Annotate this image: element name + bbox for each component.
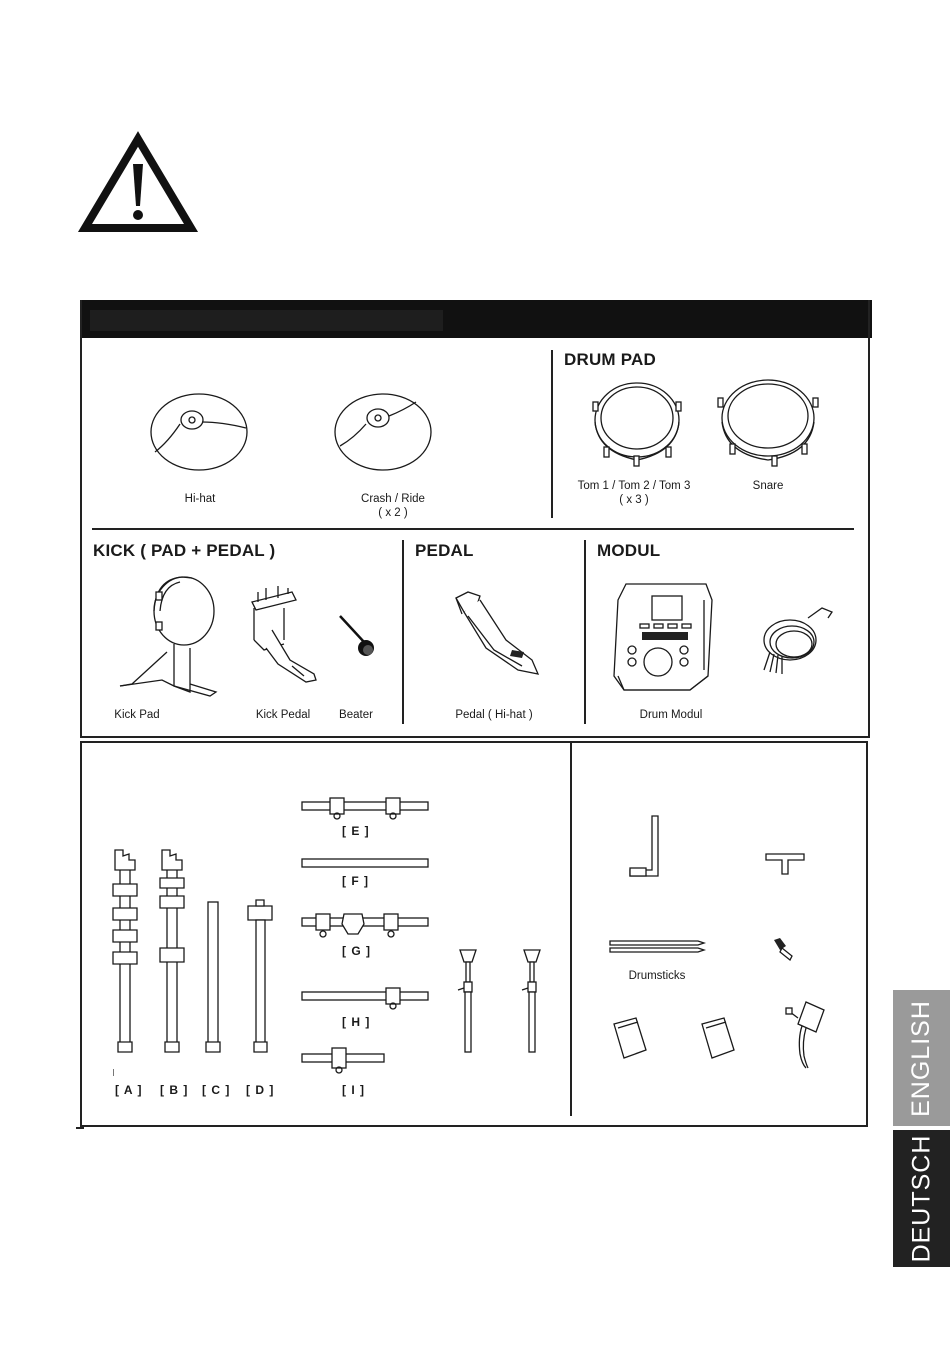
tom-label: Tom 1 / Tom 2 / Tom 3: [577, 480, 691, 492]
divider-drum-pad: [551, 350, 553, 518]
kick-pedal-icon: [244, 580, 324, 690]
tab-english-label: ENGLISH: [907, 999, 936, 1117]
tab-deutsch-label: DEUTSCH: [907, 1134, 935, 1263]
hihat-label: Hi-hat: [184, 493, 216, 505]
bar-e-icon: [300, 796, 432, 820]
bar-h-icon: [300, 986, 432, 1010]
tab-english[interactable]: [893, 990, 950, 1126]
hihat-cymbal-icon: [150, 392, 250, 472]
cymbal-arm-1-icon: [456, 946, 480, 1056]
pedal-label: Pedal ( Hi-hat ): [455, 709, 533, 721]
drum-key-icon: [770, 936, 800, 962]
drumsticks-icon: [608, 937, 708, 955]
beater-label: Beater: [339, 709, 373, 721]
snare-pad-icon: [716, 378, 822, 468]
bar-g-icon: [300, 910, 432, 940]
drum-modul-icon: [612, 580, 716, 696]
divider-horizontal: [92, 528, 854, 530]
divider-pedal: [584, 540, 586, 724]
t-wrench-icon: [764, 850, 808, 876]
part-g-label: [ G ]: [342, 944, 371, 958]
tube-a-icon: [109, 848, 141, 1054]
kick-pad-label: Kick Pad: [114, 709, 160, 721]
part-a-label: [ A ]: [115, 1083, 143, 1097]
allen-key-icon: [626, 814, 666, 878]
manual-1-icon: [610, 1016, 650, 1060]
tick-mark: [113, 1069, 114, 1076]
crash-ride-qty: ( x 2 ): [378, 507, 408, 519]
divider-kick: [402, 540, 404, 724]
tube-c-icon: [204, 900, 224, 1054]
manual-2-icon: [698, 1016, 738, 1060]
tube-b-icon: [156, 848, 188, 1054]
tube-d-icon: [246, 900, 276, 1054]
cymbal-arm-2-icon: [520, 946, 544, 1056]
drum-pad-title: DRUM PAD: [564, 350, 656, 369]
snare-label: Snare: [752, 480, 784, 492]
hihat-pedal-icon: [446, 588, 546, 678]
part-i-label: [ I ]: [342, 1083, 365, 1097]
bar-i-icon: [300, 1046, 390, 1074]
crash-ride-label: Crash / Ride: [361, 493, 425, 505]
part-f-label: [ F ]: [342, 874, 369, 888]
crash-ride-cymbal-icon: [334, 392, 434, 472]
kick-pedal-label: Kick Pedal: [255, 709, 311, 721]
tab-deutsch[interactable]: [893, 1130, 950, 1267]
box2-bottom-extension: [76, 1127, 84, 1129]
box2-frame: [80, 741, 868, 1127]
warning-triangle-icon: [78, 134, 198, 234]
part-d-label: [ D ]: [246, 1083, 275, 1097]
bar-f-icon: [300, 857, 432, 871]
cable-icon: [760, 600, 840, 680]
drum-modul-label: Drum Modul: [639, 709, 703, 721]
tom-pad-icon: [590, 382, 686, 468]
drumsticks-label: Drumsticks: [628, 970, 686, 982]
part-e-label: [ E ]: [342, 824, 370, 838]
part-b-label: [ B ]: [160, 1083, 189, 1097]
box2-divider: [570, 743, 572, 1116]
part-c-label: [ C ]: [202, 1083, 231, 1097]
part-h-label: [ H ]: [342, 1015, 371, 1029]
pedal-title: PEDAL: [415, 541, 474, 560]
power-adapter-icon: [784, 998, 828, 1072]
kick-pad-icon: [112, 574, 222, 704]
modul-title: MODUL: [597, 541, 661, 560]
kick-title: KICK ( PAD + PEDAL ): [93, 541, 276, 560]
beater-icon: [338, 614, 378, 674]
tom-qty: ( x 3 ): [619, 494, 649, 506]
